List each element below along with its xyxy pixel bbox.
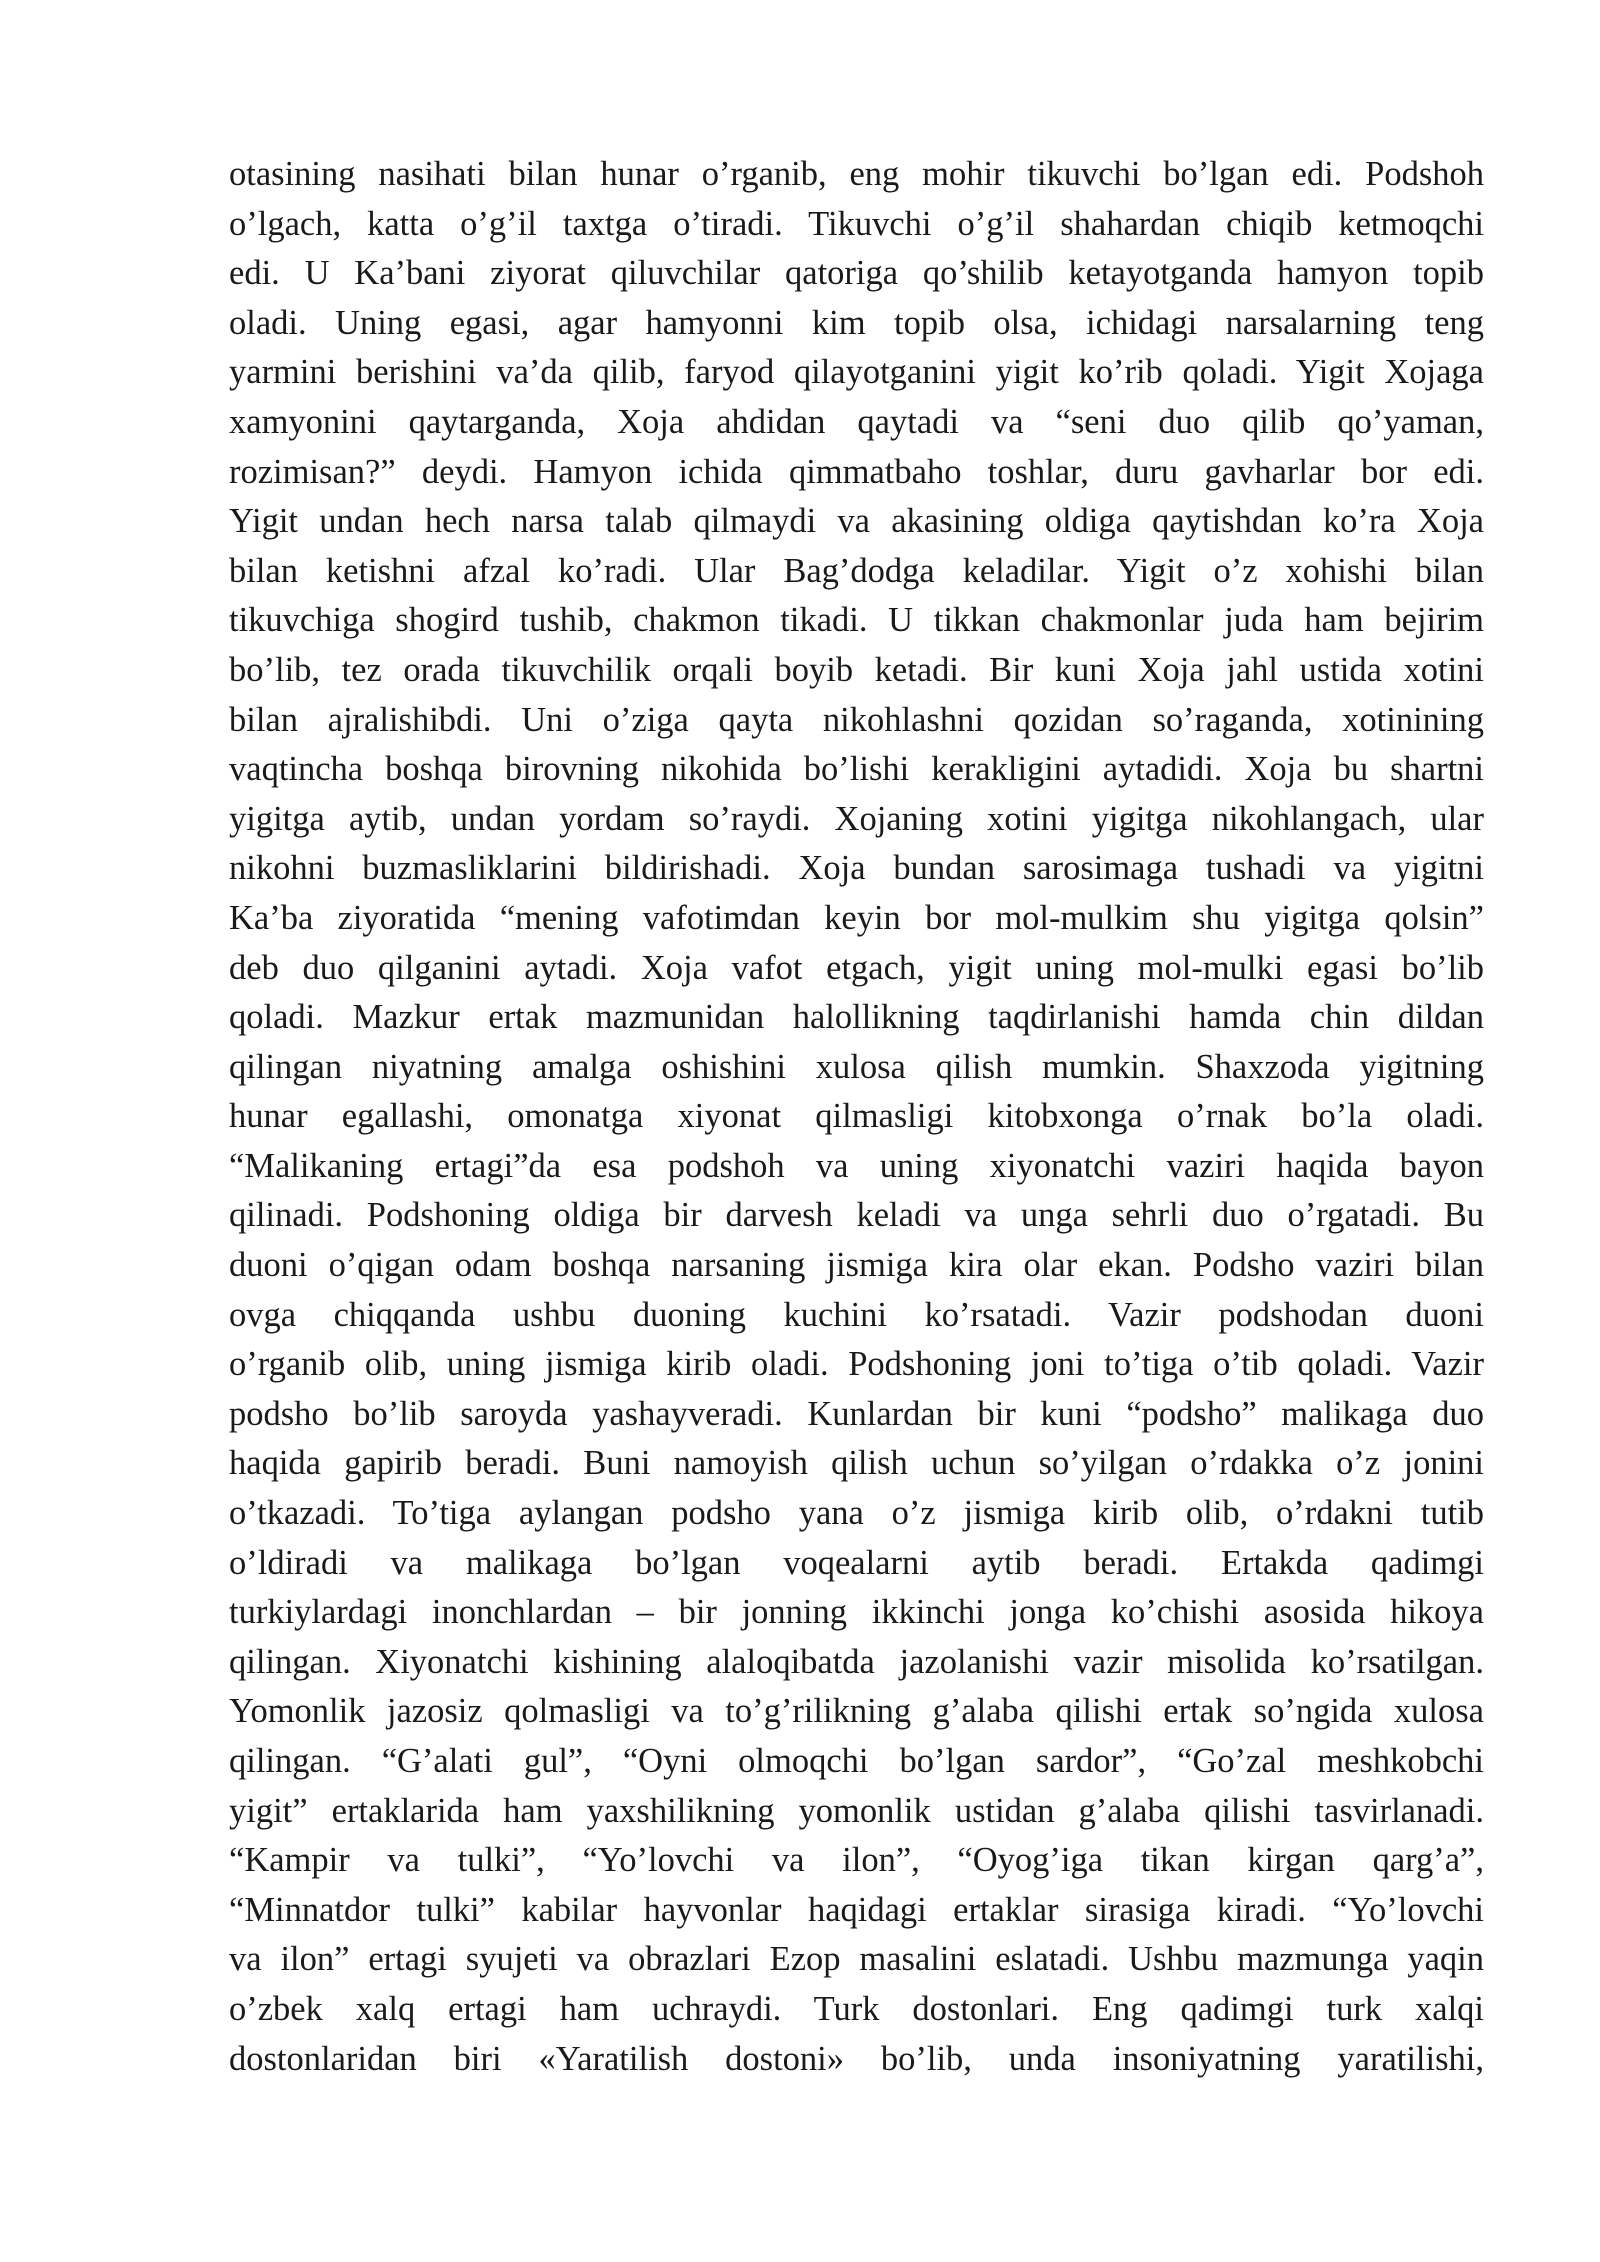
text-line: “Kampir va tulki”, “Yo’lovchi va ilon”, “Oyog’iga tikan kirgan qarg’a”, bbox=[229, 1841, 1484, 1880]
text-line: o’ldiradi va malikaga bo’lgan voqealarni aytib beradi. Ertakda qadimgi bbox=[229, 1543, 1484, 1582]
text-line: hunar egallashi, omonatga xiyonat qilmasligi kitobxonga o’rnak bo’la oladi. bbox=[229, 1097, 1484, 1136]
text-line: nikohni buzmasliklarini bildirishadi. Xoja bundan sarosimaga tushadi va yigitni bbox=[229, 849, 1484, 888]
text-line: o’lgach, katta o’g’il taxtga o’tiradi. Tikuvchi o’g’il shahardan chiqib ketmoqchi bbox=[229, 204, 1484, 243]
text-line: edi. U Ka’bani ziyorat qiluvchilar qatoriga qo’shilib ketayotganda hamyon topib bbox=[229, 254, 1484, 293]
text-line: qilingan niyatning amalga oshishini xulosa qilish mumkin. Shaxzoda yigitning bbox=[229, 1047, 1484, 1086]
text-line: otasining nasihati bilan hunar o’rganib, eng mohir tikuvchi bo’lgan edi. Podshoh bbox=[229, 155, 1484, 193]
text-line: rozimisan?” deydi. Hamyon ichida qimmatbaho toshlar, duru gavharlar bor edi. bbox=[229, 452, 1484, 491]
body-text bbox=[229, 150, 1484, 2084]
text-line: yarmini berishini va’da qilib, faryod qilayotganini yigit ko’rib qoladi. Yigit Xojaga bbox=[229, 353, 1484, 392]
text-line: bo’lib, tez orada tikuvchilik orqali boyib ketadi. Bir kuni Xoja jahl ustida xotini bbox=[229, 650, 1484, 689]
text-line: bilan ajralishibdi. Uni o’ziga qayta nikohlashni qozidan so’raganda, xotinining bbox=[229, 700, 1484, 739]
text-line: qoladi. Mazkur ertak mazmunidan halollikning taqdirlanishi hamda chin dildan bbox=[229, 998, 1484, 1037]
text-line: o’zbek xalq ertagi ham uchraydi. Turk dostonlari. Eng qadimgi turk xalqi bbox=[229, 1989, 1484, 2028]
text-line: deb duo qilganini aytadi. Xoja vafot etgach, yigit uning mol-mulki egasi bo’lib bbox=[229, 948, 1484, 987]
text-line: qilinadi. Podshoning oldiga bir darvesh keladi va unga sehrli duo o’rgatadi. Bu bbox=[229, 1196, 1484, 1235]
text-line: qilingan. Xiyonatchi kishining alaloqibatda jazolanishi vazir misolida ko’rsatilgan. bbox=[229, 1642, 1484, 1681]
text-line: ovga chiqqanda ushbu duoning kuchini ko’rsatadi. Vazir podshodan duoni bbox=[229, 1295, 1484, 1334]
text-line: “Minnatdor tulki” kabilar hayvonlar haqidagi ertaklar sirasiga kiradi. “Yo’lovchi bbox=[229, 1890, 1484, 1929]
text-line: haqida gapirib beradi. Buni namoyish qilish uchun so’yilgan o’rdakka o’z jonini bbox=[229, 1444, 1484, 1483]
text-line: bilan ketishni afzal ko’radi. Ular Bag’dodga keladilar. Yigit o’z xohishi bilan bbox=[229, 551, 1484, 590]
text-line: qilingan. “G’alati gul”, “Oyni olmoqchi bo’lgan sardor”, “Go’zal meshkobchi bbox=[229, 1742, 1484, 1780]
text-line: xamyonini qaytarganda, Xoja ahdidan qaytadi va “seni duo qilib qo’yaman, bbox=[229, 402, 1484, 441]
text-line: Ka’ba ziyoratida “mening vafotimdan keyin bor mol-mulkim shu yigitga qolsin” bbox=[229, 898, 1484, 937]
text-line: “Malikaning ertagi”da esa podshoh va uning xiyonatchi vaziri haqida bayon bbox=[229, 1146, 1484, 1185]
text-line: yigitga aytib, undan yordam so’raydi. Xojaning xotini yigitga nikohlangach, ular bbox=[229, 799, 1484, 838]
text-line: va ilon” ertagi syujeti va obrazlari Ezop masalini eslatadi. Ushbu mazmunga yaqin bbox=[229, 1940, 1484, 1979]
text-line: vaqtincha boshqa birovning nikohida bo’lishi kerakligini aytadidi. Xoja bu shartni bbox=[229, 750, 1484, 789]
text-line: dostonlaridan biri «Yaratilish dostoni» bo’lib, unda insoniyatning yaratilishi, bbox=[229, 2039, 1484, 2078]
text-line: yigit” ertaklarida ham yaxshilikning yomonlik ustidan g’alaba qilishi tasvirlanadi. bbox=[229, 1791, 1484, 1830]
text-line: duoni o’qigan odam boshqa narsaning jismiga kira olar ekan. Podsho vaziri bilan bbox=[229, 1246, 1484, 1285]
text-line: tikuvchiga shogird tushib, chakmon tikadi. U tikkan chakmonlar juda ham bejirim bbox=[229, 601, 1484, 640]
text-line: Yigit undan hech narsa talab qilmaydi va akasining oldiga qaytishdan ko’ra Xoja bbox=[229, 502, 1484, 541]
text-line: o’tkazadi. To’tiga aylangan podsho yana o’z jismiga kirib olib, o’rdakni tutib bbox=[229, 1494, 1484, 1533]
text-line: Yomonlik jazosiz qolmasligi va to’g’rilikning g’alaba qilishi ertak so’ngida xulosa bbox=[229, 1692, 1484, 1731]
text-line: oladi. Uning egasi, agar hamyonni kim topib olsa, ichidagi narsalarning teng bbox=[229, 303, 1484, 342]
text-line: podsho bo’lib saroyda yashayveradi. Kunlardan bir kuni “podsho” malikaga duo bbox=[229, 1394, 1484, 1433]
text-line: turkiylardagi inonchlardan – bir jonning ikkinchi jonga ko’chishi asosida hikoya bbox=[229, 1593, 1484, 1632]
text-line: o’rganib olib, uning jismiga kirib oladi. Podshoning joni to’tiga o’tib qoladi. Vazir bbox=[229, 1345, 1484, 1384]
